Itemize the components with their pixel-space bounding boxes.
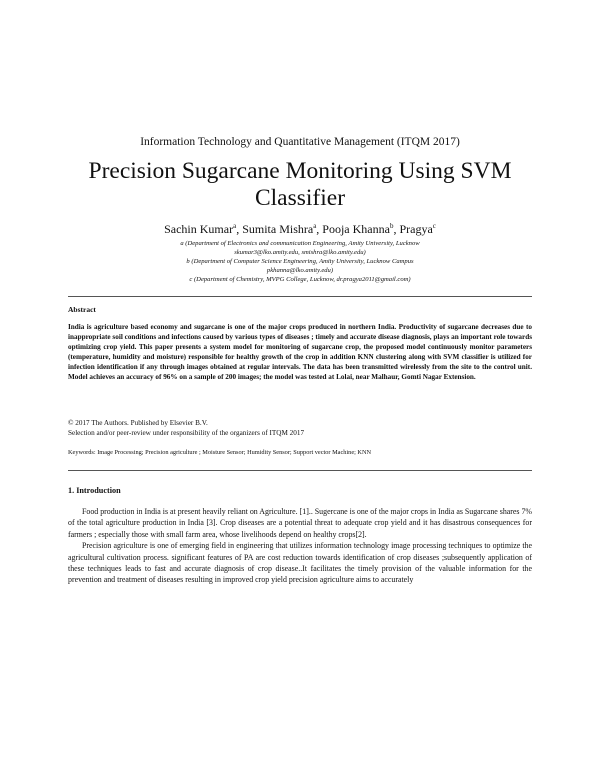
keywords: Keywords: Image Processing; Precision agriculture ; Moisture Sensor; Humidity Sensor; Support vector Machine; KNN bbox=[68, 449, 372, 456]
affiliation-line: skumar3@lko.amity.edu, smishra@lko.amity.edu) bbox=[234, 249, 366, 256]
section-heading: 1. Introduction bbox=[68, 486, 121, 495]
author-name: Sumita Mishra bbox=[242, 222, 314, 236]
author-affiliation-mark: a bbox=[233, 222, 237, 230]
abstract-heading: Abstract bbox=[68, 305, 96, 314]
divider bbox=[68, 470, 532, 471]
divider bbox=[68, 296, 532, 297]
affiliation-line: b (Department of Computer Science Engineering, Amity University, Lucknow Campus bbox=[186, 258, 414, 265]
author-name: Pragya bbox=[399, 222, 433, 236]
copyright-line: © 2017 The Authors. Published by Elsevier B.V. bbox=[68, 419, 208, 427]
abstract-body bbox=[68, 322, 532, 382]
affiliation-line: c (Department of Chemistry, MVPG College, Lucknow, dr.pragya2011@gmail.com) bbox=[189, 276, 411, 283]
author-affiliation-mark: b bbox=[389, 222, 394, 230]
introduction-body bbox=[68, 506, 532, 586]
paper-title: Precision Sugarcane Monitoring Using SVM Classifier bbox=[88, 158, 512, 211]
copyright-block bbox=[68, 418, 304, 438]
paragraph: Food production in India is at present heavily reliant on Agriculture. [1].. Sugercane is one of the major crops in India as Sugarcane shares 7% of the total agriculture production in India [3]. Crop diseases are a potential threat to adequate crop yield and it has disastrous consequences for farmers ; especially those with small farm area, whose livelihoods depend on healthy crops[2]. bbox=[68, 507, 532, 539]
author-list: Sachin Kumar$^a$, Sumita Mishra$^a$, Pooja Khanna$^b$, Pragya$^c$ bbox=[164, 222, 436, 236]
affiliation-line: a (Department of Electronics and communication Engineering, Amity University, Lucknow bbox=[180, 240, 420, 247]
paragraph: Precision agriculture is one of emerging field in engineering that utilizes information technology image processing techniques to optimize the agricultural cultivation process. significant features of PA are cost reduction towards identification of crop diseases ;subsequently application of these techniques leads to fast and accurate diagnosis of crop disease..It facilitates the timely provision of the valuable information for the prevention and treatment of diseases resulting in improved crop yield precision agriculture aims to accurately bbox=[68, 541, 532, 585]
abstract-text: India is agriculture based economy and sugarcane is one of the major crops produced in northern India. Productivity of sugarcane decreases due to inappropriate soil conditions and infections caused by various types of diseases ; timely and accurate disease diagnosis, plays an important role towards optimizing crop yield. This paper presents a system model for monitoring of sugarcane crop, the proposed model continuously monitor parameters (temperature, humidity and moisture) responsible for healthy growth of the crop in addition KNN clustering along with SVM classifier is utilized for infection identification if any through images obtained at regular intervals. The data has been transmitted wirelessly from the site to the control unit. Model achieves an accuracy of 96% on a sample of 200 images; the model was tested at Lolai, near Malhaur, Gomti Nagar Extension. bbox=[68, 323, 532, 381]
affiliation-line: pkhanna@lko.amity.edu) bbox=[266, 267, 334, 274]
peer-review-line: Selection and/or peer-review under responsibility of the organizers of ITQM 2017 bbox=[68, 429, 305, 437]
author-affiliation-mark: a bbox=[313, 222, 317, 230]
author-affiliation-mark: c bbox=[432, 222, 436, 230]
author-name: Pooja Khanna bbox=[322, 222, 390, 236]
conference-name: Information Technology and Quantitative Management (ITQM 2017) bbox=[140, 136, 460, 148]
author-name: Sachin Kumar bbox=[164, 222, 234, 236]
